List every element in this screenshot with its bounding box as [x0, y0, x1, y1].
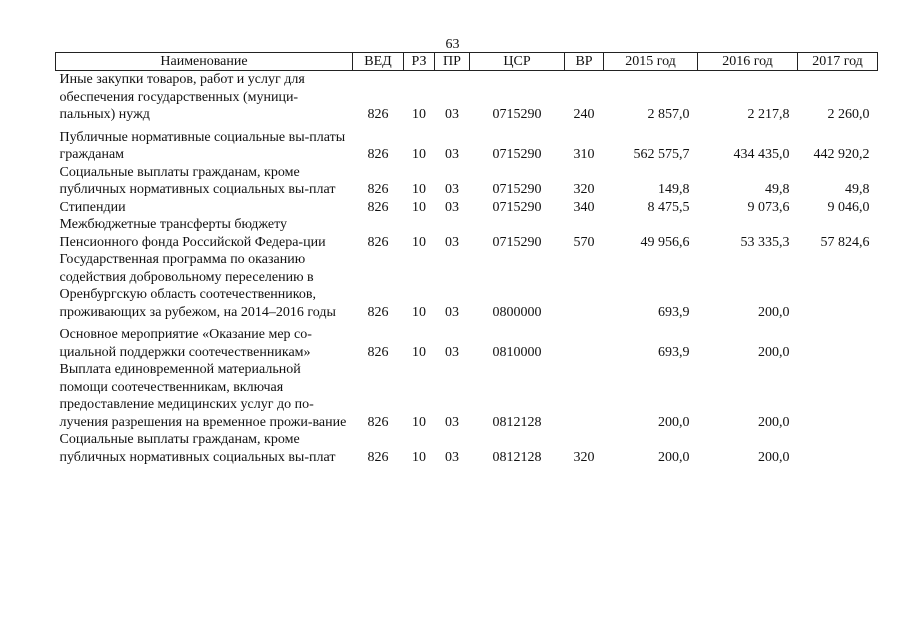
row-vr: 340	[573, 199, 595, 215]
row-pr: 03	[445, 234, 459, 250]
row-ved: 826	[367, 182, 389, 197]
row-csr: 0715290	[492, 107, 542, 122]
header-2015: 2015 год	[604, 53, 698, 71]
row-name: Стипендии	[59, 199, 126, 215]
row-csr: 0715290	[492, 234, 542, 250]
row-2017: 442 920,2	[813, 147, 870, 162]
row-2017: 49,8	[845, 182, 870, 197]
table-row	[56, 321, 878, 361]
row-2016: 200,0	[758, 414, 790, 430]
row-vr: 320	[573, 449, 595, 465]
header-2017: 2017 год	[798, 53, 878, 71]
row-pr: 03	[445, 304, 459, 320]
row-rz: 10	[412, 182, 426, 197]
row-rz: 10	[412, 304, 426, 320]
row-pr: 03	[445, 107, 459, 122]
row-ved: 826	[367, 107, 389, 122]
row-2017	[798, 251, 878, 321]
row-vr	[565, 361, 604, 431]
table-row	[56, 361, 878, 431]
row-vr: 240	[573, 107, 595, 122]
row-vr: 310	[573, 147, 595, 162]
row-pr: 03	[445, 147, 459, 162]
row-2016: 434 435,0	[733, 147, 790, 162]
row-2017	[798, 321, 878, 361]
row-2015: 200,0	[658, 449, 690, 465]
row-name: Межбюджетные трансферты бюджету Пенсионного фонда Российской Федера-ции	[59, 217, 326, 250]
row-csr: 0715290	[492, 182, 542, 197]
row-rz: 10	[412, 147, 426, 162]
row-name: Социальные выплаты гражданам, кроме публичных нормативных социальных вы-плат	[59, 432, 336, 465]
row-name: Основное мероприятие «Оказание мер со-циальной поддержки соотечественникам»	[59, 327, 312, 360]
table-row	[56, 199, 878, 217]
row-csr: 0812128	[492, 449, 542, 465]
row-vr: 320	[573, 182, 595, 197]
header-pr: ПР	[435, 53, 470, 71]
row-pr: 03	[445, 182, 459, 197]
row-2015: 693,9	[658, 304, 690, 320]
row-vr	[565, 251, 604, 321]
row-ved: 826	[367, 304, 389, 320]
page-number: 63	[445, 37, 460, 52]
row-vr	[565, 321, 604, 361]
row-2016: 2 217,8	[747, 107, 790, 122]
row-rz: 10	[412, 344, 426, 360]
row-2016: 200,0	[758, 344, 790, 360]
row-name: Социальные выплаты гражданам, кроме публичных нормативных социальных вы-плат	[59, 164, 336, 197]
row-rz: 10	[412, 107, 426, 122]
table-row	[56, 251, 878, 321]
row-rz: 10	[412, 449, 426, 465]
header-rz: РЗ	[404, 53, 435, 71]
row-2017	[798, 361, 878, 431]
row-2016: 200,0	[758, 449, 790, 465]
table-row	[56, 164, 878, 199]
table-row	[56, 216, 878, 251]
row-rz: 10	[412, 199, 426, 215]
header-ved: ВЕД	[353, 53, 404, 71]
row-pr: 03	[445, 344, 459, 360]
row-csr: 0812128	[492, 414, 542, 430]
row-2017: 9 046,0	[827, 199, 870, 215]
row-2016: 200,0	[758, 304, 790, 320]
header-name: Наименование	[56, 53, 353, 71]
row-name: Иные закупки товаров, работ и услуг для обеспечения государственных (муници-пальных) нужд	[59, 72, 305, 122]
row-ved: 826	[367, 449, 389, 465]
row-ved: 826	[367, 234, 389, 250]
row-2017: 57 824,6	[820, 234, 870, 250]
table-row	[56, 71, 878, 124]
table-row	[56, 124, 878, 164]
table-header-row	[56, 53, 878, 71]
row-2015: 8 475,5	[647, 199, 690, 215]
header-2016: 2016 год	[698, 53, 798, 71]
table-row	[56, 431, 878, 466]
budget-table	[55, 52, 878, 466]
row-vr: 570	[573, 234, 595, 250]
row-csr: 0810000	[492, 344, 542, 360]
row-csr: 0800000	[492, 304, 542, 320]
row-csr: 0715290	[492, 199, 542, 215]
row-ved: 826	[367, 344, 389, 360]
row-csr: 0715290	[492, 147, 542, 162]
row-2015: 200,0	[658, 414, 690, 430]
row-2015: 2 857,0	[647, 107, 690, 122]
row-2017: 2 260,0	[827, 107, 870, 122]
row-2016: 53 335,3	[740, 234, 790, 250]
row-rz: 10	[412, 414, 426, 430]
row-rz: 10	[412, 234, 426, 250]
row-pr: 03	[445, 449, 459, 465]
row-2017	[798, 431, 878, 466]
row-ved: 826	[367, 199, 389, 215]
row-2016: 49,8	[765, 182, 790, 197]
row-2015: 149,8	[658, 182, 690, 197]
row-2015: 49 956,6	[640, 234, 690, 250]
row-ved: 826	[367, 414, 389, 430]
row-ved: 826	[367, 147, 389, 162]
header-csr: ЦСР	[470, 53, 565, 71]
row-2015: 562 575,7	[633, 147, 690, 162]
row-pr: 03	[445, 199, 459, 215]
row-name: Выплата единовременной материальной помощи соотечественникам, включая предоставление медицинских услуг до по-лучения разрешения на временное прожи-вание	[59, 362, 347, 430]
row-2016: 9 073,6	[747, 199, 790, 215]
row-2015: 693,9	[658, 344, 690, 360]
header-vr: ВР	[565, 53, 604, 71]
row-name: Публичные нормативные социальные вы-платы гражданам	[59, 129, 346, 162]
row-name: Государственная программа по оказанию содействия добровольному переселению в Оренбургскую область соотечественников, проживающих за рубежом, на 2014–2016 годы	[59, 252, 336, 320]
row-pr: 03	[445, 414, 459, 430]
